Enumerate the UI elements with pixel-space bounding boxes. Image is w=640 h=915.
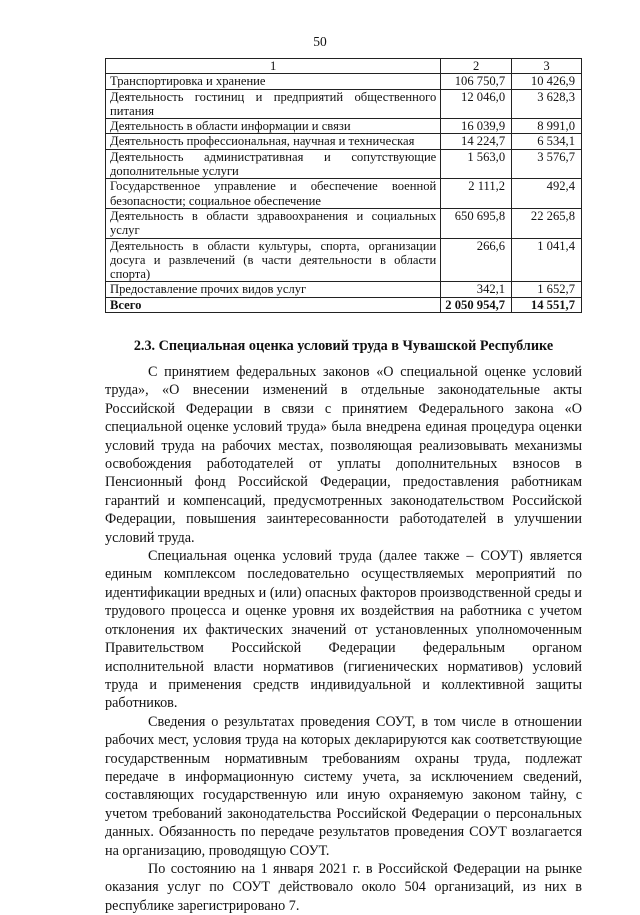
row-value: 3 628,3 bbox=[512, 89, 582, 119]
table-row bbox=[106, 282, 582, 297]
row-name: Деятельность в области культуры, спорта, организации досуга и развлечений (в части деятельности в области спорта) bbox=[106, 238, 441, 282]
table-row bbox=[106, 179, 582, 209]
total-label: Всего bbox=[106, 297, 441, 312]
column-header: 2 bbox=[441, 59, 512, 74]
row-value: 8 991,0 bbox=[512, 119, 582, 134]
total-value: 2 050 954,7 bbox=[441, 297, 512, 312]
row-value: 1 041,4 bbox=[512, 238, 582, 282]
table-row bbox=[106, 149, 582, 179]
row-value: 106 750,7 bbox=[441, 74, 512, 89]
table-row bbox=[106, 238, 582, 282]
table-row bbox=[106, 89, 582, 119]
row-value: 22 265,8 bbox=[512, 208, 582, 238]
paragraph: С принятием федеральных законов «О специальной оценке условий труда», «О внесении изменений в отдельные законодательные акты Российской Федерации в связи с принятием Федерального закона «О специальной оценке условий труда» была внедрена единая процедура оценки условий труда на рабочих местах, позволяющая реализовывать механизмы освобождения работодателей от уплаты дополнительных взносов в Пенсионный фонд Российской Федерации, предоставления работникам гарантий и компенсаций, предусмотренных законодательством Российской Федерации, повышения заинтересованности работодателей в улучшении условий труда. bbox=[105, 364, 582, 546]
row-value: 16 039,9 bbox=[441, 119, 512, 134]
row-value: 342,1 bbox=[441, 282, 512, 297]
row-value: 3 576,7 bbox=[512, 149, 582, 179]
row-value: 266,6 bbox=[441, 238, 512, 282]
paragraph: Специальная оценка условий труда (далее также – СОУТ) является единым комплексом последовательно осуществляемых мероприятий по идентификации вредных и (или) опасных факторов производственной среды и трудового процесса и оценке уровня их воздействия на работника с учетом отклонения их фактических значений от установленных уполномоченным Правительством Российской Федерации федеральным органом исполнительной власти нормативов (гигиенических нормативов) условий труда и применения средств индивидуальной и коллективной защиты работников. bbox=[105, 548, 582, 712]
data-table bbox=[105, 58, 582, 313]
total-value: 14 551,7 bbox=[512, 297, 582, 312]
row-name: Транспортировка и хранение bbox=[106, 74, 441, 89]
row-name: Деятельность в области здравоохранения и социальных услуг bbox=[106, 208, 441, 238]
row-value: 650 695,8 bbox=[441, 208, 512, 238]
row-value: 2 111,2 bbox=[441, 179, 512, 209]
page-number: 50 bbox=[313, 34, 327, 49]
row-value: 10 426,9 bbox=[512, 74, 582, 89]
paragraph: По состоянию на 1 января 2021 г. в Российской Федерации на рынке оказания услуг по СОУТ действовало около 504 организаций, из них в республике зарегистрировано 7. bbox=[105, 860, 582, 914]
row-value: 1 563,0 bbox=[441, 149, 512, 179]
row-name: Государственное управление и обеспечение военной безопасности; социальное обеспечение bbox=[106, 179, 441, 209]
table-row bbox=[106, 119, 582, 134]
section-title: 2.3. Специальная оценка условий труда в Чувашской Республике bbox=[133, 338, 554, 354]
row-name: Предоставление прочих видов услуг bbox=[106, 282, 441, 297]
paragraph: Сведения о результатах проведения СОУТ, в том числе в отношении рабочих мест, условия труда на которых декларируются как соответствующие государственным нормативным требованиям охраны труда, подлежат передаче в информационную систему учета, за исключением сведений, составляющих государственную или иную охраняемую законом тайну, с учетом требований законодательства Российской Федерации о персональных данных. Обязанность по передаче результатов проведения СОУТ возлагается на организацию, проводящую СОУТ. bbox=[105, 713, 582, 859]
row-value: 1 652,7 bbox=[512, 282, 582, 297]
table-total-row bbox=[106, 297, 582, 312]
column-header: 1 bbox=[106, 59, 441, 74]
table-row bbox=[106, 74, 582, 89]
row-value: 12 046,0 bbox=[441, 89, 512, 119]
row-value: 6 534,1 bbox=[512, 134, 582, 149]
row-name: Деятельность гостиниц и предприятий общественного питания bbox=[106, 89, 441, 119]
row-value: 14 224,7 bbox=[441, 134, 512, 149]
table-header-row bbox=[106, 59, 582, 74]
body-text bbox=[105, 363, 582, 915]
row-value: 492,4 bbox=[512, 179, 582, 209]
row-name: Деятельность административная и сопутствующие дополнительные услуги bbox=[106, 149, 441, 179]
table-row bbox=[106, 208, 582, 238]
row-name: Деятельность профессиональная, научная и техническая bbox=[106, 134, 441, 149]
table-row bbox=[106, 134, 582, 149]
column-header: 3 bbox=[512, 59, 582, 74]
row-name: Деятельность в области информации и связи bbox=[106, 119, 441, 134]
